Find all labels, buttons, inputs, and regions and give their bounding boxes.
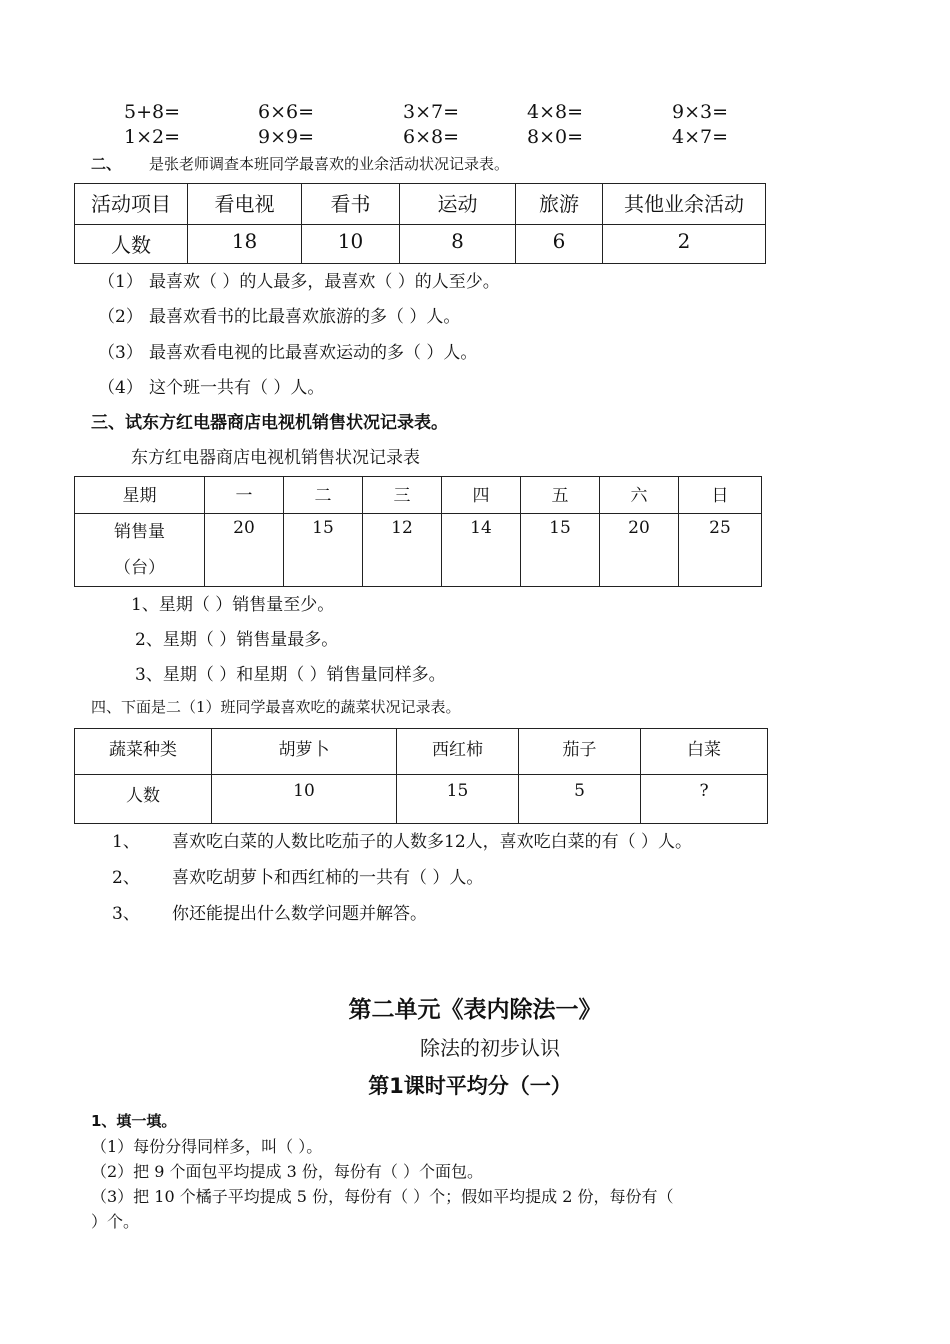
question-text: 3、星期（ ）和星期（ ）销售量同样多。 (135, 665, 446, 685)
fill-item: （2）把 9 个面包平均提成 3 份，每份有（ ）个面包。 (91, 1162, 483, 1181)
table-header-row (75, 729, 768, 775)
table-cell: 14 (442, 514, 521, 587)
question-text: 最喜欢看书的比最喜欢旅游的多（ ）人。 (149, 307, 461, 327)
table-cell: 2 (603, 225, 766, 264)
question-number: 2、 (112, 868, 140, 888)
table-cell: 20 (600, 514, 679, 587)
equation: 8×0= (527, 126, 584, 148)
table-header-row (75, 477, 762, 514)
fill-title: 1、填一填。 (91, 1112, 177, 1130)
section-4-title: 四、下面是二（1）班同学最喜欢吃的蔬菜状况记录表。 (91, 698, 461, 716)
table-cell: 茄子 (519, 729, 641, 775)
table-cell: 星期 (75, 477, 205, 514)
unit-title: 第二单元《表内除法一》 (348, 997, 602, 1023)
table-cell: 一 (205, 477, 284, 514)
table-cell: 胡萝卜 (212, 729, 397, 775)
table-cell: 10 (212, 775, 397, 824)
table-cell: 20 (205, 514, 284, 587)
table-row (75, 514, 762, 587)
question-number: （1） (98, 272, 143, 292)
table-caption: 东方红电器商店电视机销售状况记录表 (131, 448, 420, 468)
table-cell: 看书 (302, 184, 400, 225)
table-cell: ? (641, 775, 768, 824)
table-cell: 二 (284, 477, 363, 514)
table-cell: 白菜 (641, 729, 768, 775)
activity-table (74, 183, 766, 264)
unit-subtitle: 除法的初步认识 (420, 1036, 560, 1060)
table-cell: 运动 (400, 184, 516, 225)
question-text: 你还能提出什么数学问题并解答。 (172, 904, 427, 924)
vegetable-table (74, 728, 768, 824)
equation: 5+8= (124, 101, 181, 123)
table-row (75, 225, 766, 264)
question-number: （4） (98, 378, 143, 398)
table-cell: 8 (400, 225, 516, 264)
table-cell: 6 (516, 225, 603, 264)
equation: 4×8= (527, 101, 584, 123)
table-cell: 三 (363, 477, 442, 514)
table-cell: 12 (363, 514, 442, 587)
question-number: （2） (98, 307, 143, 327)
equation: 4×7= (672, 126, 729, 148)
question-text: 1、星期（ ）销售量至少。 (131, 595, 335, 615)
row-label-line: 销售量 (114, 522, 165, 542)
equation: 3×7= (403, 101, 460, 123)
question-text: 2、星期（ ）销售量最多。 (135, 630, 339, 650)
table-cell: 六 (600, 477, 679, 514)
table-row-label (75, 514, 205, 587)
question-text: 最喜欢看电视的比最喜欢运动的多（ ）人。 (149, 343, 478, 363)
question-text: 最喜欢（ ）的人最多，最喜欢（ ）的人至少。 (149, 272, 500, 292)
table-cell: 10 (302, 225, 400, 264)
row-label-unit: （台） (114, 558, 165, 578)
question-number: （3） (98, 343, 143, 363)
table-cell: 25 (679, 514, 762, 587)
table-cell: 蔬菜种类 (75, 729, 212, 775)
question-text: 这个班一共有（ ）人。 (149, 378, 325, 398)
table-cell: 其他业余活动 (603, 184, 766, 225)
table-cell: 人数 (75, 225, 188, 264)
fill-item: （3）把 10 个橘子平均提成 5 份，每份有（ ）个；假如平均提成 2 份，每份有（ (91, 1187, 674, 1206)
equation: 9×9= (258, 126, 315, 148)
table-cell: 旅游 (516, 184, 603, 225)
equation: 1×2= (124, 126, 181, 148)
table-cell: 西红柿 (397, 729, 519, 775)
question-text: 喜欢吃白菜的人数比吃茄子的人数多12人，喜欢吃白菜的有（ ）人。 (172, 832, 693, 852)
fill-item: （1）每份分得同样多，叫（ ）。 (91, 1137, 323, 1156)
fill-item: ）个。 (91, 1212, 140, 1231)
table-cell: 18 (188, 225, 302, 264)
tv-sales-table (74, 476, 762, 587)
question-number: 1、 (112, 832, 140, 852)
equation: 6×8= (403, 126, 460, 148)
lesson-title: 第1课时平均分（一） (368, 1074, 572, 1098)
table-cell: 日 (679, 477, 762, 514)
section-3-title: 三、试东方红电器商店电视机销售状况记录表。 (91, 413, 448, 433)
question-number: 3、 (112, 904, 140, 924)
table-cell: 活动项目 (75, 184, 188, 225)
table-row (75, 775, 768, 824)
equation: 9×3= (672, 101, 729, 123)
table-cell: 15 (397, 775, 519, 824)
table-cell: 15 (521, 514, 600, 587)
table-cell: 五 (521, 477, 600, 514)
question-text: 喜欢吃胡萝卜和西红柿的一共有（ ）人。 (172, 868, 484, 888)
table-cell: 看电视 (188, 184, 302, 225)
table-cell: 5 (519, 775, 641, 824)
table-cell: 四 (442, 477, 521, 514)
equation: 6×6= (258, 101, 315, 123)
section-2-title: 是张老师调查本班同学最喜欢的业余活动状况记录表。 (149, 155, 510, 173)
section-2-number: 二、 (91, 155, 122, 173)
table-cell: 人数 (75, 775, 212, 824)
table-cell: 15 (284, 514, 363, 587)
table-header-row (75, 184, 766, 225)
